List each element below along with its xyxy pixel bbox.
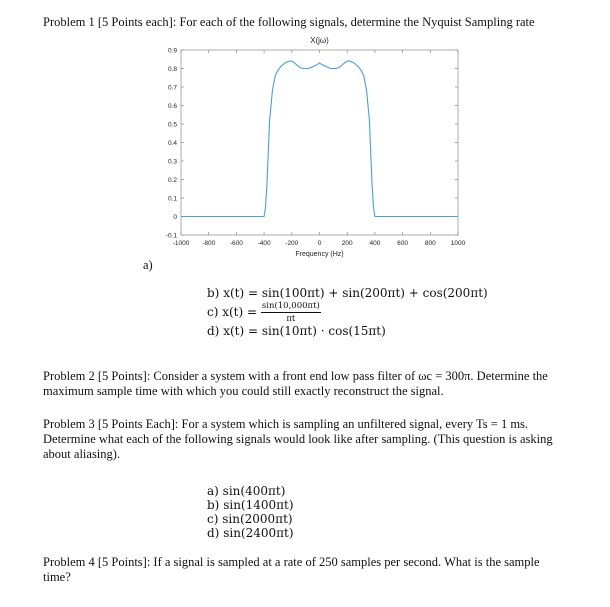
x-tick-label: 0 [317, 240, 322, 247]
signal-expression: sin(2400πt) [223, 526, 294, 540]
chart-title: X(jω) [310, 36, 329, 45]
signal-expression: sin(400πt) [222, 484, 286, 498]
problem1-part-b [207, 286, 488, 300]
part-label: b) [207, 286, 220, 300]
y-tick-label: 0.2 [167, 177, 177, 184]
equation-rhs: sin(10πt) · cos(15πt) [261, 324, 386, 338]
problem3-text: Problem 3 [5 Points Each]: For a system which is sampling an unfiltered signal, every Ts = 1 ms. Determine what each of the following signals would look like after sampling. (This question is asking about aliasing). [43, 417, 553, 461]
part-label: a) [207, 484, 219, 498]
y-tick-label: 0.4 [167, 140, 177, 147]
problem3-part-d [207, 526, 294, 540]
problem3-part-c [207, 512, 293, 526]
x-tick-label: 200 [341, 240, 353, 247]
x-tick-label: -400 [257, 240, 271, 247]
x-tick-label: 1000 [450, 240, 466, 247]
fraction-denominator: πt [286, 314, 296, 324]
y-tick-label: 0.5 [167, 121, 177, 129]
x-tick-label: 600 [397, 240, 409, 247]
y-tick-label: 0.8 [167, 66, 177, 73]
x-tick-label: 800 [424, 240, 436, 247]
equation-lhs: x(t) = [222, 305, 258, 319]
equation-rhs: sin(100πt) + sin(200πt) + cos(200πt) [261, 286, 488, 300]
y-tick-label: 0 [173, 214, 177, 221]
equation-lhs: x(t) = [223, 324, 259, 338]
spectrum-chart [0, 25, 610, 315]
problem1-heading: Problem 1 [5 Points each]: For each of the following signals, determine the Nyquist Sampling rate [43, 15, 535, 29]
x-tick-label: -600 [229, 240, 243, 247]
y-tick-label: 0.7 [167, 84, 177, 92]
part-label: d) [207, 324, 220, 338]
y-tick-label: 0.6 [167, 103, 177, 110]
sinc-fraction [261, 301, 321, 324]
series-line [181, 61, 458, 216]
plot-frame [181, 50, 458, 235]
x-tick-label: -200 [285, 240, 299, 247]
equation-lhs: x(t) = [223, 286, 259, 300]
fraction-numerator: sin(10,000πt) [261, 301, 320, 311]
y-tick-label: 0.9 [167, 47, 177, 55]
problem1-part-c [207, 301, 321, 324]
problem4-text: Problem 4 [5 Points]: If a signal is sampled at a rate of 250 samples per second. What is the sample time? [43, 555, 540, 584]
problem3-part-a [207, 484, 285, 498]
x-axis-label: Frequency (Hz) [295, 251, 344, 258]
problem1-part-d [207, 324, 386, 338]
problem2-text: Problem 2 [5 Points]: Consider a system with a front end low pass filter of ωc = 300π. Determine the maximum sample time with which you could still exactly reconstruct the signal. [43, 369, 548, 398]
x-tick-label: -1000 [172, 240, 190, 247]
part-label: c) [207, 512, 219, 526]
signal-expression: sin(2000πt) [222, 512, 293, 526]
y-tick-label: 0.1 [167, 195, 177, 203]
part-label: b) [207, 498, 220, 512]
x-tick-label: -800 [202, 240, 216, 247]
part-label: c) [207, 305, 219, 319]
problem3-part-b [207, 498, 294, 512]
y-tick-label: -0.1 [165, 232, 177, 240]
x-tick-label: 400 [369, 240, 381, 247]
part-label: d) [207, 526, 220, 540]
part-a-label: a) [143, 258, 153, 272]
signal-expression: sin(1400πt) [223, 498, 294, 512]
y-tick-label: 0.3 [167, 158, 177, 166]
